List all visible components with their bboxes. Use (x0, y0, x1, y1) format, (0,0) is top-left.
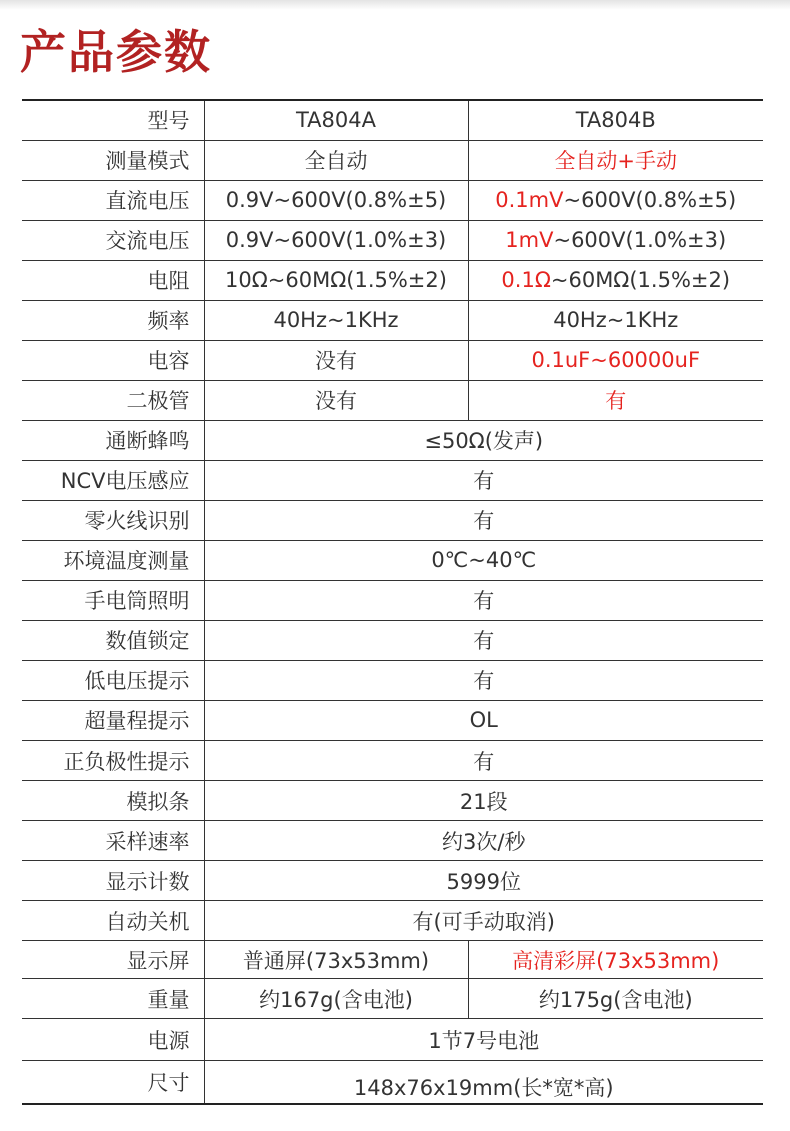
spec-label: 频率 (22, 300, 204, 340)
spec-label: 通断蜂鸣 (22, 420, 204, 460)
spec-row (22, 1019, 763, 1061)
spec-value-shared (204, 821, 763, 861)
ta804a-value-text: 10Ω~60MΩ(1.5%±2) (225, 268, 447, 293)
spec-value-shared (204, 781, 763, 821)
spec-label: 环境温度测量 (22, 540, 204, 580)
ta804a-value-text: 普通屏(73x53mm) (242, 948, 430, 973)
spec-row (22, 620, 763, 660)
ta804a-value-text: 0.9V~600V(1.0%±3) (225, 228, 447, 253)
ta804a-value-text: 没有 (315, 349, 357, 374)
spec-label: 自动关机 (22, 901, 204, 941)
spec-value-text: 有 (473, 589, 495, 614)
spec-value-ta804a (204, 180, 468, 220)
spec-row (22, 741, 763, 781)
spec-label: 二极管 (22, 380, 204, 420)
ta804b-highlight-text: 1mV (505, 228, 554, 253)
spec-value-text: OL (469, 708, 498, 733)
ta804b-value-text: ~60MΩ(1.5%±2) (550, 268, 731, 293)
spec-label: 电阻 (22, 260, 204, 300)
spec-value-text: 有 (473, 469, 495, 494)
spec-value-ta804b (468, 180, 763, 220)
spec-label: 低电压提示 (22, 660, 204, 700)
spec-label: 电源 (22, 1019, 204, 1061)
spec-value-ta804b (468, 220, 763, 260)
ta804b-highlight-text: 高清彩屏(73x53mm) (512, 948, 720, 973)
spec-value-text: 148x76x19mm(长*宽*高) (353, 1076, 614, 1101)
ta804b-value-text: TA804B (575, 108, 656, 133)
spec-label: 手电筒照明 (22, 580, 204, 620)
spec-label: 测量模式 (22, 140, 204, 180)
spec-row (22, 100, 763, 140)
spec-value-ta804a (204, 300, 468, 340)
ta804a-value-text: 0.9V~600V(0.8%±5) (225, 188, 447, 213)
spec-value-shared (204, 660, 763, 700)
spec-row (22, 1061, 763, 1104)
spec-value-text: 有(可手动取消) (412, 909, 555, 934)
spec-label: 尺寸 (22, 1061, 204, 1104)
spec-label: 型号 (22, 100, 204, 140)
spec-table (22, 99, 763, 1105)
spec-label: 数值锁定 (22, 620, 204, 660)
spec-row (22, 300, 763, 340)
spec-row (22, 340, 763, 380)
spec-label: 正负极性提示 (22, 741, 204, 781)
spec-label: 交流电压 (22, 220, 204, 260)
ta804b-value-text: 40Hz~1KHz (553, 308, 679, 333)
spec-label: 直流电压 (22, 180, 204, 220)
ta804b-highlight-text: 0.1uF~60000uF (531, 348, 701, 373)
spec-value-ta804b (468, 300, 763, 340)
ta804b-highlight-text: 有 (605, 389, 627, 414)
spec-value-ta804a (204, 100, 468, 140)
spec-value-ta804a (204, 220, 468, 260)
spec-value-shared (204, 620, 763, 660)
spec-value-ta804b (468, 340, 763, 380)
spec-value-shared (204, 901, 763, 941)
spec-value-ta804b (468, 380, 763, 420)
spec-value-ta804b (468, 140, 763, 180)
spec-value-ta804a (204, 941, 468, 979)
spec-value-ta804b (468, 941, 763, 979)
spec-row (22, 380, 763, 420)
spec-row (22, 140, 763, 180)
spec-row (22, 180, 763, 220)
spec-table-body (22, 100, 763, 1104)
spec-row (22, 220, 763, 260)
ta804b-highlight-text: 全自动+手动 (554, 149, 678, 174)
spec-row (22, 821, 763, 861)
spec-value-shared (204, 700, 763, 740)
spec-value-ta804a (204, 340, 468, 380)
spec-value-ta804a (204, 140, 468, 180)
spec-value-text: 有 (473, 509, 495, 534)
spec-value-ta804a (204, 260, 468, 300)
spec-value-text: 0℃~40℃ (431, 548, 537, 573)
spec-value-shared (204, 1061, 763, 1104)
ta804a-value-text: 没有 (315, 389, 357, 414)
spec-row (22, 260, 763, 300)
spec-value-ta804b (468, 260, 763, 300)
spec-row (22, 420, 763, 460)
spec-label: 重量 (22, 979, 204, 1019)
spec-row (22, 781, 763, 821)
spec-value-shared (204, 1019, 763, 1061)
spec-row (22, 941, 763, 979)
ta804a-value-text: 40Hz~1KHz (273, 308, 399, 333)
spec-label: 电容 (22, 340, 204, 380)
ta804b-value-text: 约175g(含电池) (538, 987, 693, 1012)
spec-label: NCV电压感应 (22, 460, 204, 500)
spec-label: 超量程提示 (22, 700, 204, 740)
spec-value-shared (204, 861, 763, 901)
ta804a-value-text: 约167g(含电池) (259, 987, 413, 1012)
spec-row (22, 460, 763, 500)
spec-value-shared (204, 580, 763, 620)
spec-row (22, 979, 763, 1019)
spec-value-shared (204, 460, 763, 500)
spec-label: 采样速率 (22, 821, 204, 861)
ta804b-value-text: ~600V(0.8%±5) (563, 188, 737, 213)
spec-value-text: 21段 (459, 789, 508, 814)
ta804a-value-text: TA804A (295, 108, 376, 133)
spec-label: 模拟条 (22, 781, 204, 821)
spec-value-shared (204, 420, 763, 460)
spec-value-text: 1节7号电池 (428, 1028, 540, 1053)
top-divider-shadow (0, 0, 790, 10)
spec-value-text: 约3次/秒 (442, 829, 526, 854)
spec-row (22, 660, 763, 700)
spec-value-text: ≤50Ω(发声) (424, 429, 544, 454)
ta804b-highlight-text: 0.1mV (495, 188, 564, 213)
spec-value-shared (204, 540, 763, 580)
spec-row (22, 861, 763, 901)
spec-value-text: 有 (473, 669, 495, 694)
spec-value-ta804a (204, 979, 468, 1019)
spec-row (22, 540, 763, 580)
spec-label: 零火线识别 (22, 500, 204, 540)
spec-label: 显示计数 (22, 861, 204, 901)
spec-value-text: 有 (473, 629, 495, 654)
ta804a-value-text: 全自动 (304, 149, 368, 174)
spec-label: 显示屏 (22, 941, 204, 979)
spec-row (22, 901, 763, 941)
spec-value-shared (204, 500, 763, 540)
spec-value-ta804a (204, 380, 468, 420)
spec-value-ta804b (468, 100, 763, 140)
ta804b-value-text: ~600V(1.0%±3) (553, 228, 727, 253)
ta804b-highlight-text: 0.1Ω (501, 268, 551, 293)
page-title: 产品参数 (20, 25, 212, 79)
spec-value-text: 5999位 (446, 869, 521, 894)
spec-value-ta804b (468, 979, 763, 1019)
spec-value-shared (204, 741, 763, 781)
spec-row (22, 700, 763, 740)
spec-row (22, 500, 763, 540)
spec-row (22, 580, 763, 620)
spec-value-text: 有 (473, 749, 495, 774)
